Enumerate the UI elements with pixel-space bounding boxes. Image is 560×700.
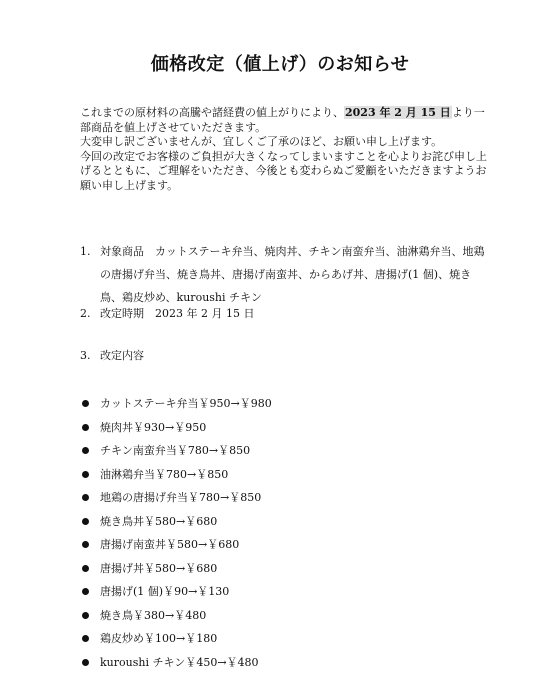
price-item-text: 唐揚げ南蛮丼￥580→￥680 bbox=[100, 538, 240, 551]
price-item-text: 焼き鳥￥380→￥480 bbox=[100, 608, 207, 622]
price-list bbox=[80, 392, 480, 674]
section-revision-content bbox=[80, 344, 492, 367]
price-item-text: 油淋鶏弁当￥780→￥850 bbox=[100, 467, 229, 481]
intro-block bbox=[80, 106, 488, 193]
section-text: 改定時期 2023 年 2 月 15 日 bbox=[100, 307, 255, 320]
price-item-text: チキン南蛮弁当￥780→￥850 bbox=[100, 444, 251, 457]
intro-paragraph-2: 大変申し訳ございませんが、宜しくご了承のほど、お願い申し上げます。 bbox=[80, 135, 443, 148]
price-list-item bbox=[80, 533, 480, 557]
price-item-text: 鶏皮炒め￥100→￥180 bbox=[100, 632, 218, 645]
intro-paragraph-3: 今回の改定でお客様のご負担が大きくなってしまいますことを心よりお詫び申し上げるとともに、ご理解をいただき、今後とも変わらぬご愛顧をいただきますようお願い申し上げます。 bbox=[80, 149, 487, 192]
price-list-item bbox=[80, 510, 480, 534]
bullet-icon bbox=[82, 635, 89, 642]
bullet-icon bbox=[82, 541, 89, 548]
price-list-item bbox=[80, 416, 480, 440]
bullet-icon bbox=[82, 447, 89, 454]
price-list-item bbox=[80, 486, 480, 510]
price-list-item bbox=[80, 627, 480, 651]
price-item-text: カットステーキ弁当￥950→￥980 bbox=[100, 397, 272, 410]
section-target-products bbox=[80, 240, 492, 309]
price-item-text: kuroushi チキン￥450→￥480 bbox=[100, 655, 259, 669]
price-list-item bbox=[80, 392, 480, 416]
bullet-icon bbox=[82, 565, 89, 572]
price-list-item bbox=[80, 463, 480, 487]
section-text: 改定内容 bbox=[100, 349, 144, 362]
intro-paragraph-1 bbox=[80, 106, 488, 135]
bullet-icon bbox=[82, 400, 89, 407]
bullet-icon bbox=[82, 659, 89, 666]
section-revision-date bbox=[80, 302, 492, 325]
page-title: 価格改定（値上げ）のお知らせ bbox=[150, 54, 410, 75]
bullet-icon bbox=[82, 588, 89, 595]
intro-text-before-date: これまでの原材料の高騰や諸経費の値上がりにより、 bbox=[80, 106, 344, 119]
price-item-text: 唐揚げ(1 個)￥90→￥130 bbox=[100, 585, 230, 598]
bullet-icon bbox=[82, 471, 89, 478]
price-list-item bbox=[80, 439, 480, 463]
section-number: 2. bbox=[80, 307, 91, 320]
price-list-item bbox=[80, 580, 480, 604]
price-item-text: 唐揚げ丼￥580→￥680 bbox=[100, 561, 218, 575]
section-number: 1. bbox=[80, 245, 91, 258]
section-text: 対象商品 カットステーキ弁当、焼肉丼、チキン南蛮弁当、油淋鶏弁当、地鶏の唐揚げ弁当、焼き鳥丼、唐揚げ南蛮丼、からあげ丼、唐揚げ(1 個)、焼き鳥、鶏皮炒め、kuroushi チキン bbox=[100, 245, 485, 304]
price-item-text: 地鶏の唐揚げ弁当￥780→￥850 bbox=[100, 491, 262, 504]
section-number: 3. bbox=[80, 349, 91, 362]
price-list-item bbox=[80, 557, 480, 581]
bullet-icon bbox=[82, 612, 89, 619]
price-list-item bbox=[80, 651, 480, 675]
intro-text-after-date: より一部商品を値上げさせていただきます。 bbox=[80, 106, 485, 134]
effective-date-highlight: 2023 年 2 月 15 日 bbox=[345, 106, 451, 119]
price-item-text: 焼き鳥丼￥580→￥680 bbox=[100, 514, 218, 528]
price-list-item bbox=[80, 604, 480, 628]
price-item-text: 焼肉丼￥930→￥950 bbox=[100, 420, 207, 434]
bullet-icon bbox=[82, 424, 89, 431]
bullet-icon bbox=[82, 494, 89, 501]
bullet-icon bbox=[82, 518, 89, 525]
